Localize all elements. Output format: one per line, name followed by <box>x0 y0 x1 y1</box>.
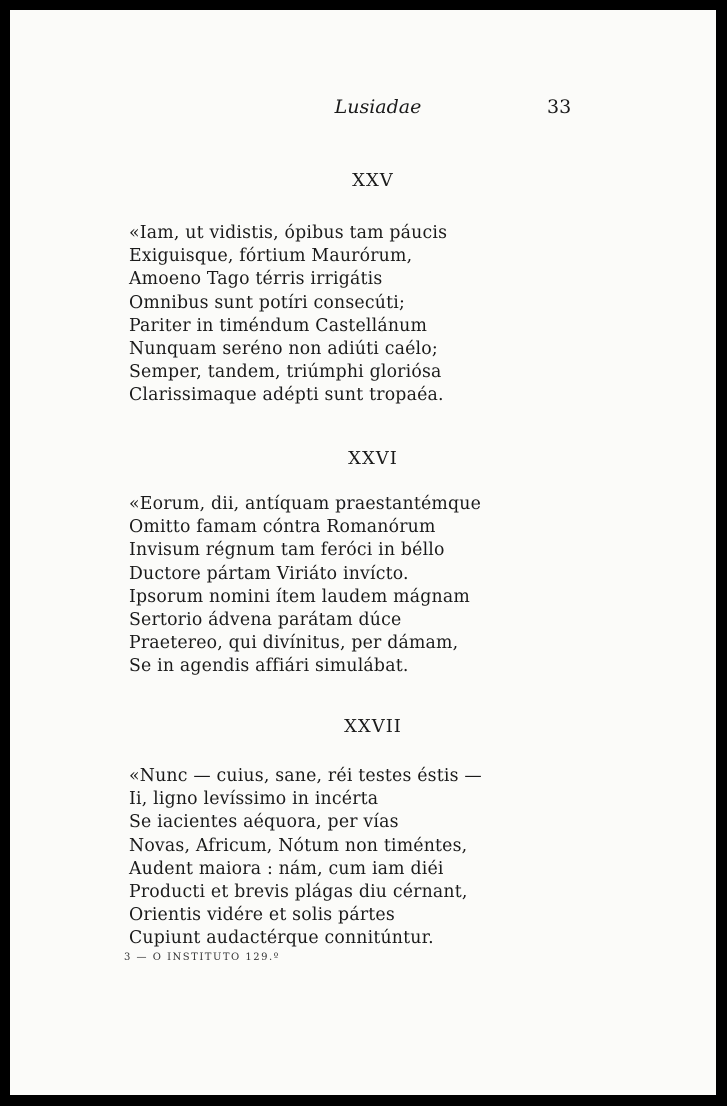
verse-line: Ductore pártam Viriáto invícto. <box>129 563 409 584</box>
verse-line: Producti et brevis plágas diu cérnant, <box>129 882 468 903</box>
stanza <box>129 493 481 679</box>
page <box>10 10 716 1095</box>
verse-line: Clarissimaque adépti sunt tropaéa. <box>129 385 444 406</box>
verse-line: Omnibus sunt potíri consecúti; <box>129 292 405 313</box>
verse-line: Semper, tandem, triúmphi gloriósa <box>129 362 442 383</box>
verse-line: Ipsorum nomini ítem laudem mágnam <box>129 586 470 607</box>
verse-line: Cupiunt audactérque connitúntur. <box>129 928 434 949</box>
verse-line: Exiguisque, fórtium Maurórum, <box>129 246 413 267</box>
stanza-number: XXVI <box>348 448 398 469</box>
verse-line: «Iam, ut vidistis, ópibus tam páucis <box>129 223 448 243</box>
verse-line: Sertorio ádvena parátam dúce <box>129 610 402 631</box>
verse-line: Se in agendis affiári simulábat. <box>129 656 409 677</box>
page-number: 33 <box>547 96 572 118</box>
stanza <box>129 222 447 408</box>
stanza-number: XXVII <box>344 716 402 737</box>
verse-line: «Eorum, dii, antíquam praestantémque <box>129 494 482 514</box>
stanza <box>129 765 482 951</box>
stanza-number: XXV <box>352 170 394 191</box>
verse-line: Se iacientes aéquora, per vías <box>129 812 399 833</box>
verse-line: Omitto famam cóntra Romanórum <box>129 517 436 538</box>
verse-line: Praetereo, qui divínitus, per dámam, <box>129 633 459 654</box>
verse-line: Audent maiora : nám, cum iam diéi <box>129 858 444 879</box>
verse-line: Novas, Africum, Nótum non timéntes, <box>129 835 468 856</box>
verse-line: Nunquam seréno non adiúti caélo; <box>129 339 438 360</box>
verse-line: Ii, ligno levíssimo in incérta <box>129 789 379 810</box>
verse-line: Amoeno Tago térris irrigátis <box>129 269 383 290</box>
verse-line: Orientis vidére et solis pártes <box>129 905 395 926</box>
verse-line: Invisum régnum tam feróci in béllo <box>129 540 445 561</box>
running-title: Lusiadae <box>334 96 422 118</box>
verse-line: Pariter in timéndum Castellánum <box>129 315 428 336</box>
printer-signature: 3 — O INSTITUTO 129.º <box>124 952 280 963</box>
verse-line: «Nunc — cuius, sane, réi testes éstis — <box>129 766 482 786</box>
